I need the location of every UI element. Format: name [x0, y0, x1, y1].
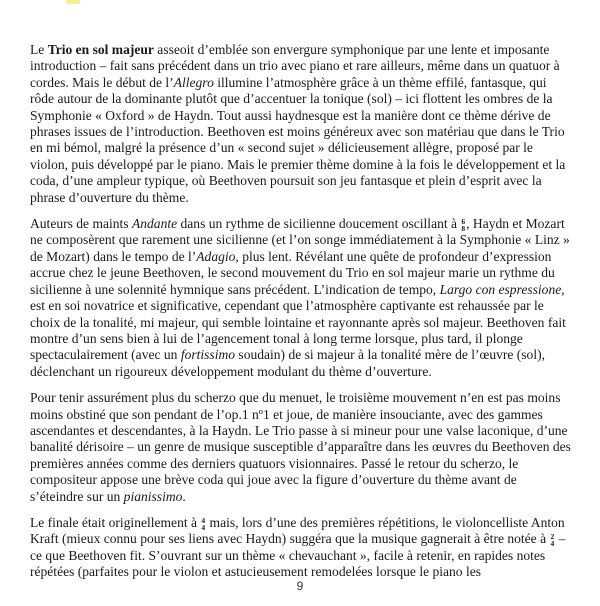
work-title: Trio en sol majeur [47, 42, 154, 57]
time-signature: 2 4 [550, 532, 555, 549]
paragraph-4: Le finale était originellement à 4 4 mais, lors d’une des premières répétitions, le violoncelliste Anton Kraft (mieux connu pour ses liens avec Haydn) suggéra que la musique gagnerait à être notée à 2 4 – ce que Beethoven fit. S’ouvrant sur un thème « chevauchant », facile à retenir, en rapides notes répétées (parfaites pour le violon et astucieusement remodelées lorsque le piano les [30, 514, 566, 580]
page-number: 9 [296, 579, 304, 593]
paragraph-3: Pour tenir assurément plus du scherzo que du menuet, le troisième mouvement n’en est pas moins moins obstiné que son pendant de l’op.1 nº1 et joue, de manière insouciante, avec des gammes ascendantes et descendantes, à la Haydn. Le Trio passe à si mineur pour une valse laconique, d’une banalité dérisoire – un genre de musique susceptible d’apparaître dans les œuvres du Beethoven des premières années comme des derniers quatuors visionnaires. Passé le retour du scherzo, le compositeur appose une brève coda qui joue avec la figure d’ouverture du thème avant de s’éteindre sur un pianissimo. [30, 390, 571, 504]
time-signature: 6 8 [461, 217, 466, 234]
body-text [30, 42, 573, 591]
paragraph-2: Auteurs de maints Andante dans un rythme de sicilienne doucement oscillant à 6 8 , Haydn et Mozart ne composèrent que rarement une sicilienne (et l’on songe immédiatement à la Symphonie « Linz » de Mozart) dans le tempo de l’Adagio, plus lent. Révélant une quête de profondeur d’expression accrue chez le jeune Beethoven, le second mouvement du Trio en sol majeur marie un rythme du sicilienne à une solennité hymnique sans précédent. L’indication de tempo, Largo con espressione, est en soi novatrice et significative, cependant que l’atmosphère captivante est rehaussée par le choix de la tonalité, mi majeur, qui semble lointaine et rayonnante après sol majeur. Beethoven fait montre d’un sens bien à lui de l’agencement tonal à long terme lorsque, plus tard, il plonge spectaculairement (avec un fortissimo soudain) de si majeur à la tonalité mère de l’œuvre (sol), déclenchant un rigoureux développement modulant du thème d’ouverture. [30, 216, 570, 379]
time-signature: 4 4 [201, 515, 206, 532]
corner-color-mark [66, 0, 80, 4]
paragraph-1: Le Trio en sol majeur asseoit d’emblée son envergure symphonique par une lente et imposante introduction – fait sans précédent dans un trio avec piano et rare ailleurs, même dans un quatuor à cordes. Mais le début de l’Allegro illumine l’atmosphère grâce à un thème effilé, fantasque, qui rôde autour de la dominante plutôt que d’accentuer la tonique (sol) – ici flottent les ombres de la Symphonie « Oxford » de Haydn. Tout aussi haydnesque est la manière dont ce thème dérive de phrases issues de l’introduction. Beethoven est moins généreux avec son matériau que dans le Trio en mi bémol, malgré la présence d’un « second sujet » délicieusement allègre, proposé par le violon, puis développé par le piano. Mais le premier thème domine à la fois le développement et la coda, d’une ampleur typique, où Beethoven poursuit son jeu fantasque et plein d’esprit avec la phrase d’ouverture du thème. [30, 42, 566, 205]
